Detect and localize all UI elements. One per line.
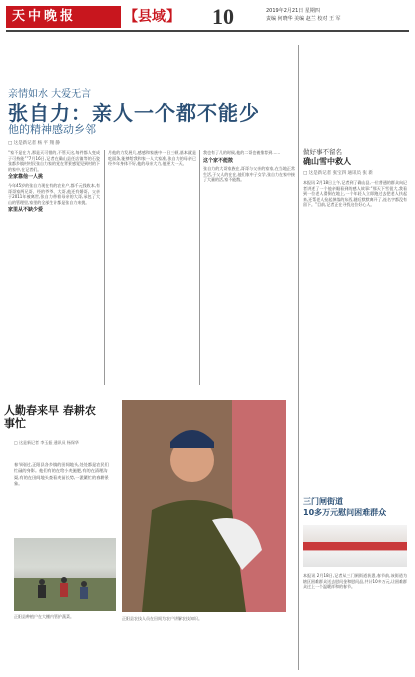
feature-title: 人勤春来早 春耕农事忙	[4, 404, 96, 430]
right-story-2-body	[303, 573, 407, 668]
page-number: 10	[212, 4, 234, 29]
story-column-3	[203, 150, 295, 388]
feature-byline: □ 这是新记者 李玉振 通讯员 杨保华	[14, 440, 79, 445]
right-story-body	[303, 180, 407, 485]
story-column-1	[8, 150, 100, 388]
farmer-photo	[122, 400, 286, 612]
section-name: 【县域】	[124, 9, 180, 25]
story-subhead: 家里从不缺少爱	[8, 207, 44, 214]
right-story-2-subtitle: 10多万元慰问困难群众	[303, 508, 387, 517]
story-paragraph: 今年45岁的张自力现在有的农业户,都千元钱收本,有哥哥家两兄哥、经的爷爷、大哥,他还有婚哥。父亲于2011年被离世,张自力带着母亲的大哥,承包了大山的管理里,家里的全部生计都是张自力来挑。	[8, 182, 100, 205]
right-story-headline: 确山雪中救人	[303, 157, 351, 166]
column-divider	[104, 150, 105, 385]
editors-line: 责编 何晓华 美编 赵兰 校对 王 军	[266, 16, 341, 22]
date-line: 2019年2月21日 星期四	[266, 8, 320, 14]
photo-caption: 正阳县种植户在大棚内管护蔬菜。	[14, 614, 74, 619]
story-headline: 张自力：亲人一个都不能少	[8, 101, 260, 125]
right-story-byline: □ 这是新记者 张宝四 通讯员 张 新	[303, 171, 373, 176]
right-story-kicker: 做好事不留名	[303, 148, 342, 156]
column-divider	[298, 45, 299, 670]
photo-caption: 正阳县农技人员在田间为农户讲解农技知识。	[122, 616, 202, 621]
newspaper-logo: 天中晚报	[6, 6, 121, 28]
feature-body: 春节刚过,正阳县各乡镇的田间地头,处处都是农民们忙碌的身影。他们有的在给小麦施肥,有的在清理沟渠,有的在田间地头查看麦苗长势,一派繁忙的春耕景象。	[14, 462, 109, 487]
story-subhead: 这个家不能散	[203, 157, 234, 164]
story-subhead: 全家靠他一人挑	[8, 174, 44, 181]
story-paragraph: 本报讯 2月18日,记者从三门闸街道获悉,春节前,该街道为辖区困难群众送去慰问金和慰问品,共计10多万元,让困难群众过上一个温暖祥和的春节。	[303, 573, 407, 590]
farmer-figure	[122, 400, 286, 612]
masthead-meta	[266, 7, 409, 23]
field-photo-figures	[14, 538, 116, 611]
field-photo	[14, 538, 116, 611]
story-deck: 他的精神感动乡邻	[8, 123, 96, 136]
story-paragraph: “家不是在力,那是天可惜的,不管天这,每件都人变成子可持能””7月16日,记者在确山县任店镇等的石瓷张都乡镇村村民张自力家的党在背景感觉见到村的下的家中,在记者们。	[8, 150, 100, 172]
story-paragraph: 月他的力发展几,感感和家族中一日三顿,基本就是吃面条,能够给我和家一人大家准,张自力的母亲已经多年身体不好,他的母亲大力,他更大一天。	[108, 150, 196, 167]
story-column-2	[108, 150, 196, 388]
masthead	[6, 2, 409, 32]
story-paragraph: 本报讯 2月18日上午,记者到了确山县,一位普通的群众向记者讲述了一个他亲眼看到的感人故事:“那天下雪很大,我看到一位老人滑倒在地上,一个年轻人立即跑过去把老人扶起来,还帮老人捡起掉落的东西,随后默默离开了,连名字都没有留下。”目前,记者正在寻找这位好心人。	[303, 180, 407, 208]
story-paragraph: 我也有了几的时候,他的二哥也被推荐到……	[203, 150, 281, 155]
right-story-2-headline	[303, 496, 386, 518]
column-divider	[199, 150, 200, 385]
story-kicker: 亲情如水 大爱无言	[8, 89, 92, 100]
story-byline: □ 这是新记者 杨 平 翔 静	[8, 141, 60, 146]
event-photo	[303, 525, 407, 567]
story-paragraph: 张自力的大哥家族在,哥哥与父亲的家家,在当地正常生活,于父人的在在,他们家中子女学,张自力在家中接了大量的活,家不能散。	[203, 166, 295, 183]
right-story-2-title: 三门闸街道	[303, 497, 343, 506]
